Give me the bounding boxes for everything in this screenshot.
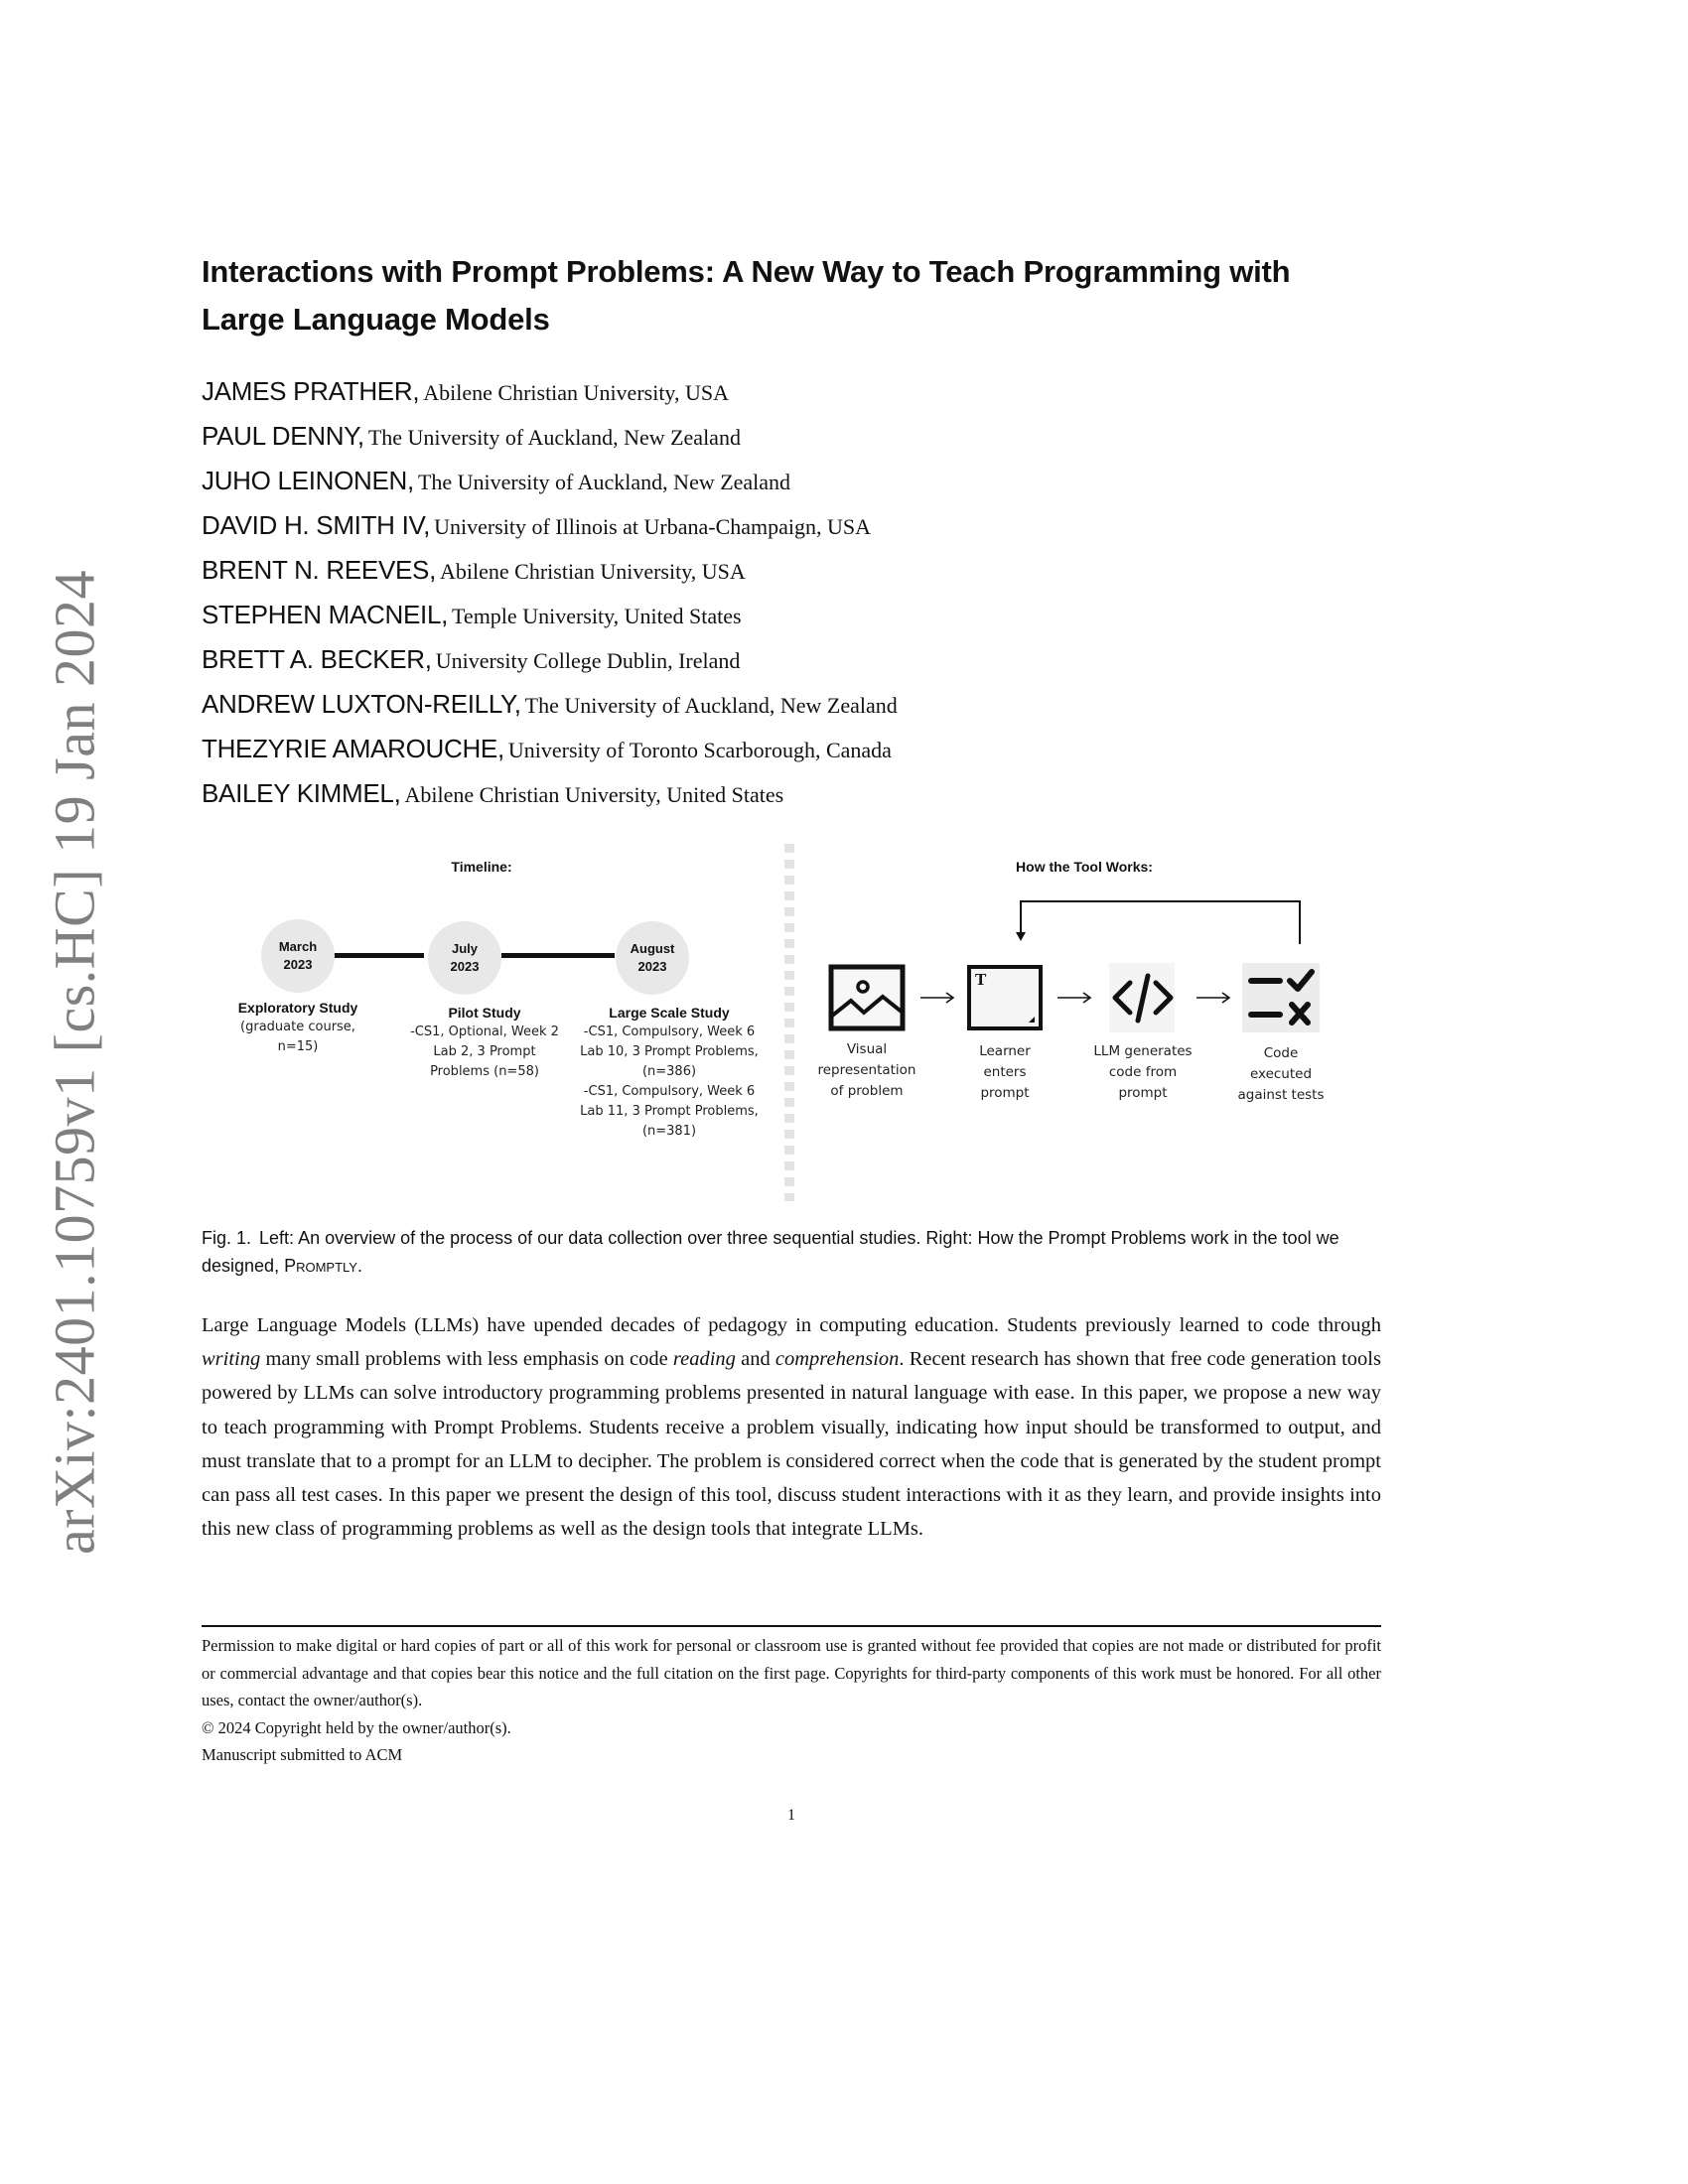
abstract-emphasis: comprehension — [774, 1348, 900, 1371]
author-name: BAILEY KIMMEL, — [202, 778, 401, 808]
author-name: ANDREW LUXTON-REILLY, — [202, 689, 521, 719]
figure-caption — [202, 1224, 1383, 1280]
abstract-emphasis: writing — [202, 1348, 261, 1371]
timeline-node-march — [261, 919, 335, 993]
step-label-line: Learner — [979, 1043, 1031, 1059]
author-affiliation: The University of Auckland, New Zealand — [367, 425, 741, 450]
page-number: 1 — [787, 1807, 795, 1824]
study-detail: Problems (n=58) — [430, 1064, 539, 1079]
timeline-year: 2023 — [450, 959, 480, 974]
author-name: DAVID H. SMITH IV, — [202, 510, 431, 540]
study-detail: Lab 11, 3 Prompt Problems, — [580, 1104, 759, 1119]
author-entry — [202, 414, 1393, 459]
tool-step-label — [1073, 1041, 1212, 1104]
author-affiliation: The University of Auckland, New Zealand — [524, 693, 898, 718]
footer-rule — [202, 1625, 1381, 1627]
author-entry — [202, 503, 1393, 548]
author-entry — [202, 548, 1393, 593]
step-label-line: of problem — [830, 1083, 904, 1099]
footer-notice — [202, 1632, 1381, 1769]
author-affiliation: Abilene Christian University, United States — [404, 782, 784, 807]
study-detail: (graduate course, — [240, 1020, 355, 1034]
author-entry — [202, 459, 1393, 503]
code-icon — [1104, 963, 1184, 1032]
study-detail: -CS1, Optional, Week 2 — [410, 1024, 559, 1039]
author-entry — [202, 637, 1393, 682]
study-detail: Lab 2, 3 Prompt — [433, 1044, 536, 1059]
author-affiliation: University College Dublin, Ireland — [435, 648, 741, 673]
figure-divider — [784, 844, 794, 1201]
author-affiliation: Temple University, United States — [452, 604, 742, 628]
author-name: BRENT N. REEVES, — [202, 555, 437, 585]
timeline-heading: Timeline: — [451, 859, 512, 875]
caption-end: . — [356, 1256, 362, 1276]
arrow-right-icon — [1195, 992, 1234, 1004]
paper-title — [202, 248, 1393, 343]
timeline-month: August — [630, 941, 675, 956]
author-name: JAMES PRATHER, — [202, 376, 420, 406]
copyright-notice: © 2024 Copyright held by the owner/author(s). — [202, 1717, 511, 1737]
arrow-right-icon — [1055, 992, 1095, 1004]
study-detail: (n=386) — [641, 1064, 697, 1079]
timeline-year: 2023 — [637, 959, 667, 974]
svg-text:T: T — [975, 970, 987, 989]
author-entry — [202, 593, 1393, 637]
abstract-emphasis: reading — [672, 1348, 736, 1371]
study-title: Large Scale Study — [609, 1005, 730, 1021]
caption-text: Left: An overview of the process of our data collection over three sequential studies. Right: How the Prompt Problems work in the tool we designed, — [202, 1228, 1339, 1276]
step-label-line: prompt — [1118, 1085, 1168, 1101]
step-label-line: representation — [817, 1062, 916, 1078]
study-title: Exploratory Study — [237, 1000, 358, 1016]
author-name: JUHO LEINONEN, — [202, 466, 414, 495]
author-affiliation: University of Toronto Scarborough, Canada — [507, 738, 892, 762]
step-label-line: executed — [1249, 1066, 1313, 1082]
step-label-line: Visual — [846, 1041, 888, 1057]
author-affiliation: University of Illinois at Urbana-Champaign, USA — [434, 514, 872, 539]
author-name: THEZYRIE AMAROUCHE, — [202, 734, 504, 763]
figure-label: Fig. 1. — [202, 1228, 252, 1248]
author-entry — [202, 727, 1393, 771]
test-results-icon — [1242, 963, 1322, 1032]
abstract-text: Large Language Models (LLMs) have upended decades of pedagogy in computing education. Students previously learned to code through — [202, 1314, 1381, 1336]
author-name: PAUL DENNY, — [202, 421, 364, 451]
step-label-line: prompt — [980, 1085, 1030, 1101]
tool-step-label — [1211, 1043, 1350, 1106]
abstract-paragraph — [202, 1308, 1381, 1546]
timeline-year: 2023 — [283, 957, 313, 972]
abstract-text: many small problems with less emphasis on code — [260, 1348, 673, 1371]
timeline-node-july — [428, 921, 501, 995]
tool-step-label — [797, 1039, 936, 1102]
author-entry — [202, 369, 1393, 414]
study-detail: Lab 10, 3 Prompt Problems, — [580, 1044, 759, 1059]
author-list — [202, 369, 1393, 816]
arxiv-identifier-stamp: arXiv:2401.10759v1 [cs.HC] 19 Jan 2024 — [42, 569, 107, 1556]
study-title: Pilot Study — [448, 1005, 521, 1021]
step-label-line: code from — [1108, 1064, 1178, 1080]
author-entry — [202, 771, 1393, 816]
timeline-month: March — [278, 939, 318, 954]
abstract-text: and — [735, 1348, 775, 1371]
tool-heading: How the Tool Works: — [1016, 859, 1153, 875]
timeline-description-pilot — [385, 1003, 584, 1082]
paper-title-line-2: Large Language Models — [202, 302, 550, 337]
author-entry — [202, 682, 1393, 727]
step-label-line: Code — [1263, 1045, 1299, 1061]
manuscript-notice: Manuscript submitted to ACM — [202, 1745, 403, 1764]
step-label-line: LLM generates — [1093, 1043, 1193, 1059]
author-name: STEPHEN MACNEIL, — [202, 600, 449, 629]
study-detail: -CS1, Compulsory, Week 6 — [583, 1084, 756, 1099]
feedback-loop-arrow — [1011, 898, 1309, 948]
timeline-description-large-scale — [570, 1003, 769, 1142]
arrow-right-icon — [918, 992, 958, 1004]
author-name: BRETT A. BECKER, — [202, 644, 432, 674]
author-affiliation: Abilene Christian University, USA — [423, 380, 730, 405]
abstract-text: . Recent research has shown that free code generation tools powered by LLMs can solve introductory programming problems presented in natural language with ease. In this paper, we propose a new way to teach programming with Prompt Problems. Students receive a problem visually, indicating how input should be transformed to output, and must translate that to a prompt for an LLM to decipher. The problem is considered correct when the code that is generated by the student prompt can pass all test cases. In this paper we present the design of this tool, discuss student interactions with it as they learn, and provide insights into this new class of programming problems as well as the design tools that integrate LLMs. — [202, 1348, 1381, 1541]
author-affiliation: Abilene Christian University, USA — [440, 559, 746, 584]
timeline-month: July — [451, 941, 478, 956]
step-label-line: against tests — [1237, 1087, 1325, 1103]
timeline-node-august — [616, 921, 689, 995]
study-detail: (n=381) — [641, 1124, 697, 1139]
timeline-description-exploratory — [199, 998, 397, 1057]
step-label-line: enters — [983, 1064, 1027, 1080]
author-affiliation: The University of Auckland, New Zealand — [417, 470, 791, 494]
study-detail: -CS1, Compulsory, Week 6 — [583, 1024, 756, 1039]
paper-title-line-1: Interactions with Prompt Problems: A New Way to Teach Programming with — [202, 254, 1291, 289]
study-detail: n=15) — [277, 1039, 319, 1054]
text-input-icon — [965, 963, 1045, 1032]
permission-notice: Permission to make digital or hard copies of part or all of this work for personal or classroom use is granted without fee provided that copies are not made or distributed for profit or commercial advantage and that copies bear this notice and the full citation on the first page. Copyrights for third-party components of this work must be honored. For all other uses, contact the owner/author(s). — [202, 1636, 1381, 1709]
tool-step-label — [935, 1041, 1074, 1104]
image-icon — [827, 963, 907, 1032]
timeline-connector — [501, 953, 615, 958]
tool-name: Promptly — [284, 1256, 357, 1276]
figure-1 — [202, 844, 1380, 1201]
